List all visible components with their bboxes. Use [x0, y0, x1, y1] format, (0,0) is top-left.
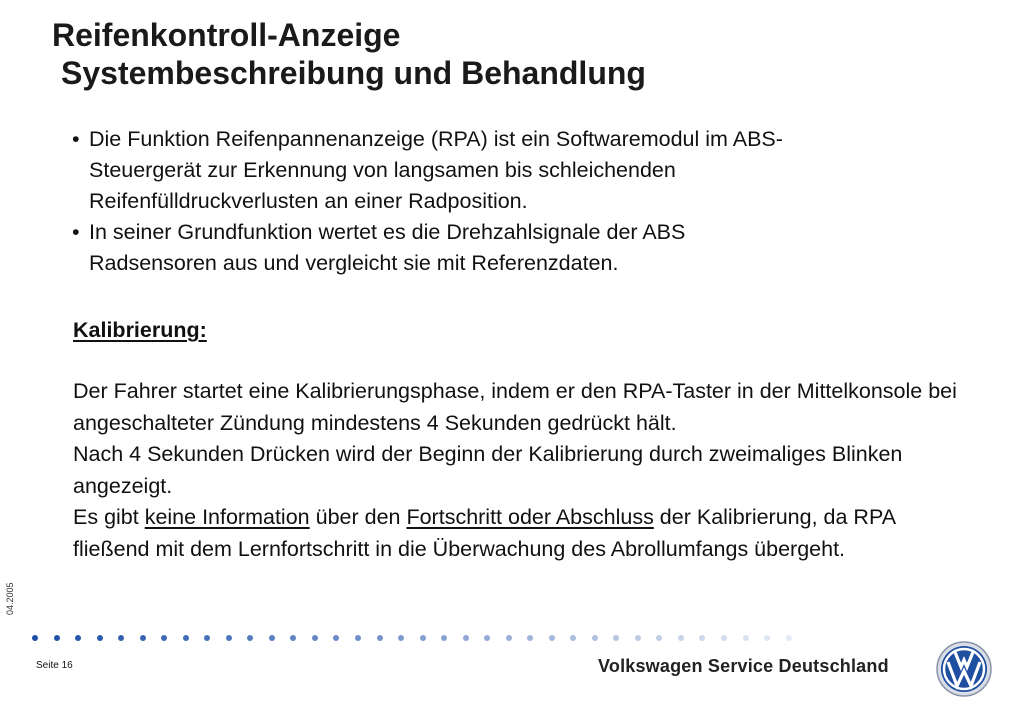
decorative-dot: [333, 635, 339, 641]
paragraph: Nach 4 Sekunden Drücken wird der Beginn der Kalibrierung durch zweimaliges Blinken angezeigt.: [73, 442, 903, 498]
text-span: der Kalibrierung, da RPA fließend mit dem Lernfortschritt in die Überwachung des Abrollumfangs übergeht.: [73, 505, 895, 561]
bullet-text: Steuergerät zur Erkennung von langsamen bis schleichenden: [89, 158, 676, 182]
decorative-dot: [247, 635, 253, 641]
underlined-term: keine Information: [144, 505, 310, 529]
bullet-marker: •: [72, 127, 80, 151]
decorative-dot: [764, 635, 770, 641]
decorative-dot: [721, 635, 727, 641]
bullet-text: Radsensoren aus und vergleicht sie mit Referenzdaten.: [89, 251, 619, 275]
decorative-dot: [312, 635, 318, 641]
decorative-dot: [678, 635, 684, 641]
underlined-term: Fortschritt oder Abschluss: [406, 505, 654, 529]
bullet-text: In seiner Grundfunktion wertet es die Drehzahlsignale der ABS: [89, 220, 686, 244]
brand-name: Volkswagen Service Deutschland: [598, 656, 889, 676]
decorative-dot: [226, 635, 232, 641]
decorative-dot: [699, 635, 705, 641]
decorative-dot: [613, 635, 619, 641]
decorative-dot: [484, 635, 490, 641]
decorative-dot: [420, 635, 426, 641]
bullet-item: [72, 124, 972, 217]
decorative-dot: [75, 635, 81, 641]
decorative-dot: [398, 635, 404, 641]
decorative-dot: [290, 635, 296, 641]
decorative-dot: [161, 635, 167, 641]
decorative-dot: [786, 635, 792, 641]
decorative-dot: [32, 635, 38, 641]
bullet-marker: •: [72, 220, 80, 244]
date-label: 04.2005: [5, 582, 15, 615]
slide-title: [52, 16, 646, 92]
decorative-dot: [635, 635, 641, 641]
decorative-dot-row: [32, 634, 792, 642]
text-span: Es gibt: [73, 505, 145, 529]
decorative-dot: [570, 635, 576, 641]
decorative-dot: [506, 635, 512, 641]
title-line-1: Reifenkontroll-Anzeige: [52, 17, 401, 53]
paragraph: [73, 502, 973, 565]
section-body: [73, 376, 973, 565]
decorative-dot: [441, 635, 447, 641]
bullet-item: [72, 217, 972, 279]
decorative-dot: [140, 635, 146, 641]
bullet-list: [72, 124, 972, 279]
decorative-dot: [592, 635, 598, 641]
decorative-dot: [463, 635, 469, 641]
decorative-dot: [527, 635, 533, 641]
decorative-dot: [118, 635, 124, 641]
decorative-dot: [97, 635, 103, 641]
decorative-dot: [183, 635, 189, 641]
title-line-2: Systembeschreibung und Behandlung: [61, 55, 646, 91]
decorative-dot: [549, 635, 555, 641]
text-span: über den: [309, 505, 407, 529]
section-heading: Kalibrierung:: [73, 318, 207, 342]
decorative-dot: [204, 635, 210, 641]
decorative-dot: [269, 635, 275, 641]
decorative-dot: [656, 635, 662, 641]
bullet-text: Reifenfülldruckverlusten an einer Radposition.: [89, 189, 528, 213]
paragraph: Der Fahrer startet eine Kalibrierungsphase, indem er den RPA-Taster in der Mittelkonsole bei angeschalteter Zündung mindestens 4 Sekunden gedrückt hält.: [73, 379, 957, 435]
decorative-dot: [377, 635, 383, 641]
decorative-dot: [355, 635, 361, 641]
decorative-dot: [54, 635, 60, 641]
bullet-text: Die Funktion Reifenpannenanzeige (RPA) ist ein Softwaremodul im ABS-: [89, 127, 783, 151]
vw-logo-icon: [935, 640, 993, 698]
decorative-dot: [743, 635, 749, 641]
page-number: Seite 16: [36, 660, 73, 671]
